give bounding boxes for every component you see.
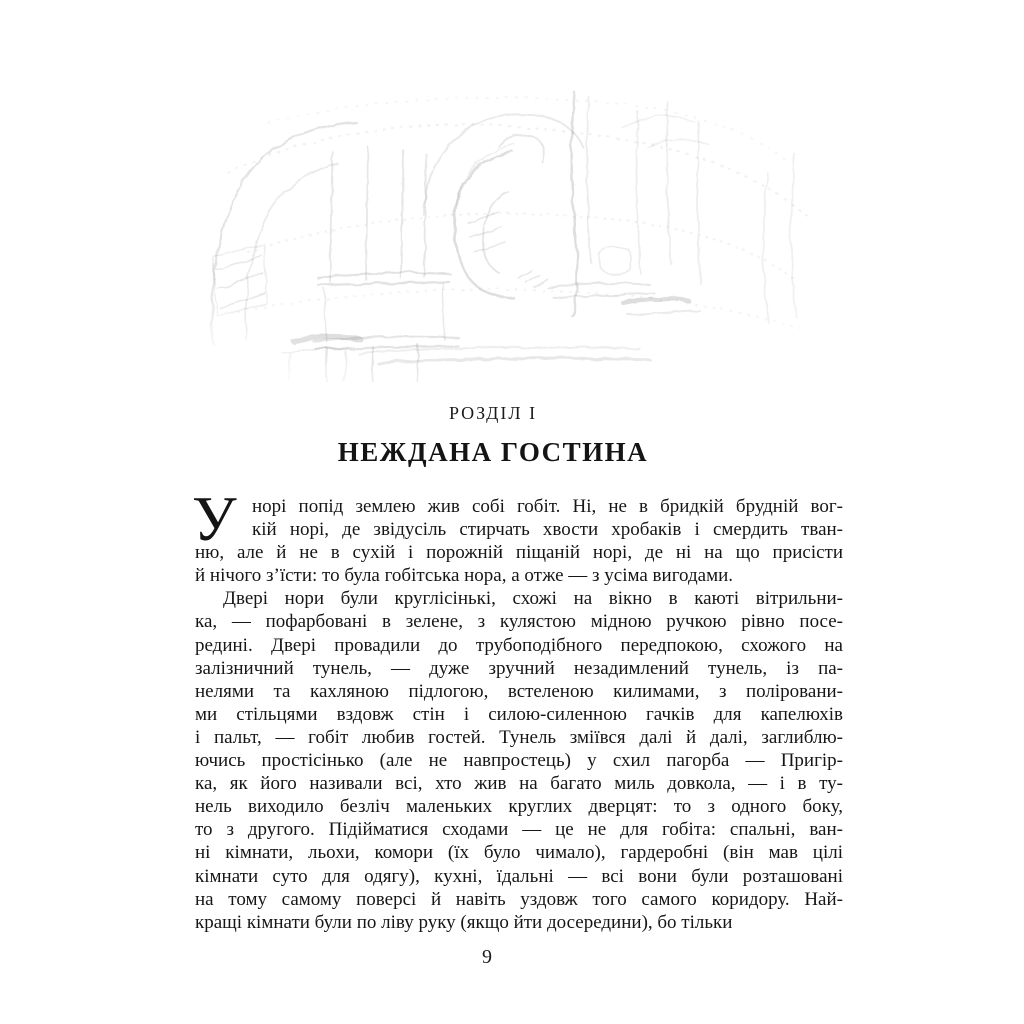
text-line: ючись простісінько (але не навпростець) у схил пагорба — Пригір-	[195, 750, 843, 772]
sketch-strokes	[212, 92, 808, 382]
text-line: норі попід землею жив собі гобіт. Ні, не в бридкій брудній вог-	[252, 496, 843, 517]
text-line: то з другого. Підійматися сходами — це не для гобіта: спальні, ван-	[195, 819, 843, 841]
text-line: ка, як його називали всі, хто жив на багато миль довкола, — і в ту-	[195, 773, 843, 795]
text-line: на тому самому поверсі й навіть уздовж того самого коридору. Най-	[195, 888, 843, 910]
chapter-title: НЕЖДАНА ГОСТИНА	[337, 437, 649, 467]
text-line: Двері нори були круглісінькі, схожі на вікно в каюті вітрильни-	[223, 588, 843, 610]
text-line: нель виходило безліч маленьких круглих дверцят: то з одного боку,	[195, 796, 843, 818]
body-text	[192, 484, 843, 934]
chapter-label: РОЗДІЛ I	[448, 403, 538, 423]
text-line: ка, — пофарбовані в зелене, з кулястою мідною ручкою рівно посе-	[195, 611, 843, 633]
paragraph	[195, 587, 843, 933]
text-line: кімнати суто для одягу), кухні, їдальні — всі вони були розташовані	[195, 865, 843, 887]
text-line: залізничний тунель, — дуже зручний незадимлений тунель, із па-	[195, 657, 843, 679]
text-line: і пальт, — гобіт любив гостей. Тунель зміївся далі й далі, заглиблю-	[195, 726, 843, 748]
text-line: кращі кімнати були по ліву руку (якщо йти досередини), бо тільки	[195, 911, 733, 933]
text-line: редині. Двері провадили до трубоподібного передпокою, схожого на	[195, 634, 843, 656]
page-number: 9	[482, 946, 492, 968]
text-line: й нічого з’їсти: то була гобітська нора, а отже — з усіма вигодами.	[195, 565, 734, 587]
text-line: нелями та кахляною підлогою, встеленою килимами, з поліровани-	[195, 680, 843, 702]
text-line: кій норі, де звідусіль стирчать хвости хробаків і смердить тван-	[252, 519, 843, 541]
paragraph	[195, 495, 843, 587]
text-line: ні кімнати, льохи, комори (їх було чимало), гардеробні (він мав цілі	[195, 842, 843, 864]
text-line: ню, але й не в сухій і порожній піщаній норі, де ні на що присісти	[195, 542, 843, 564]
chapter-illustration	[168, 52, 848, 382]
dropcap-letter: У	[192, 484, 237, 554]
text-line: ми стільцями вздовж стін і силою-силенною гачків для капелюхів	[195, 703, 843, 725]
